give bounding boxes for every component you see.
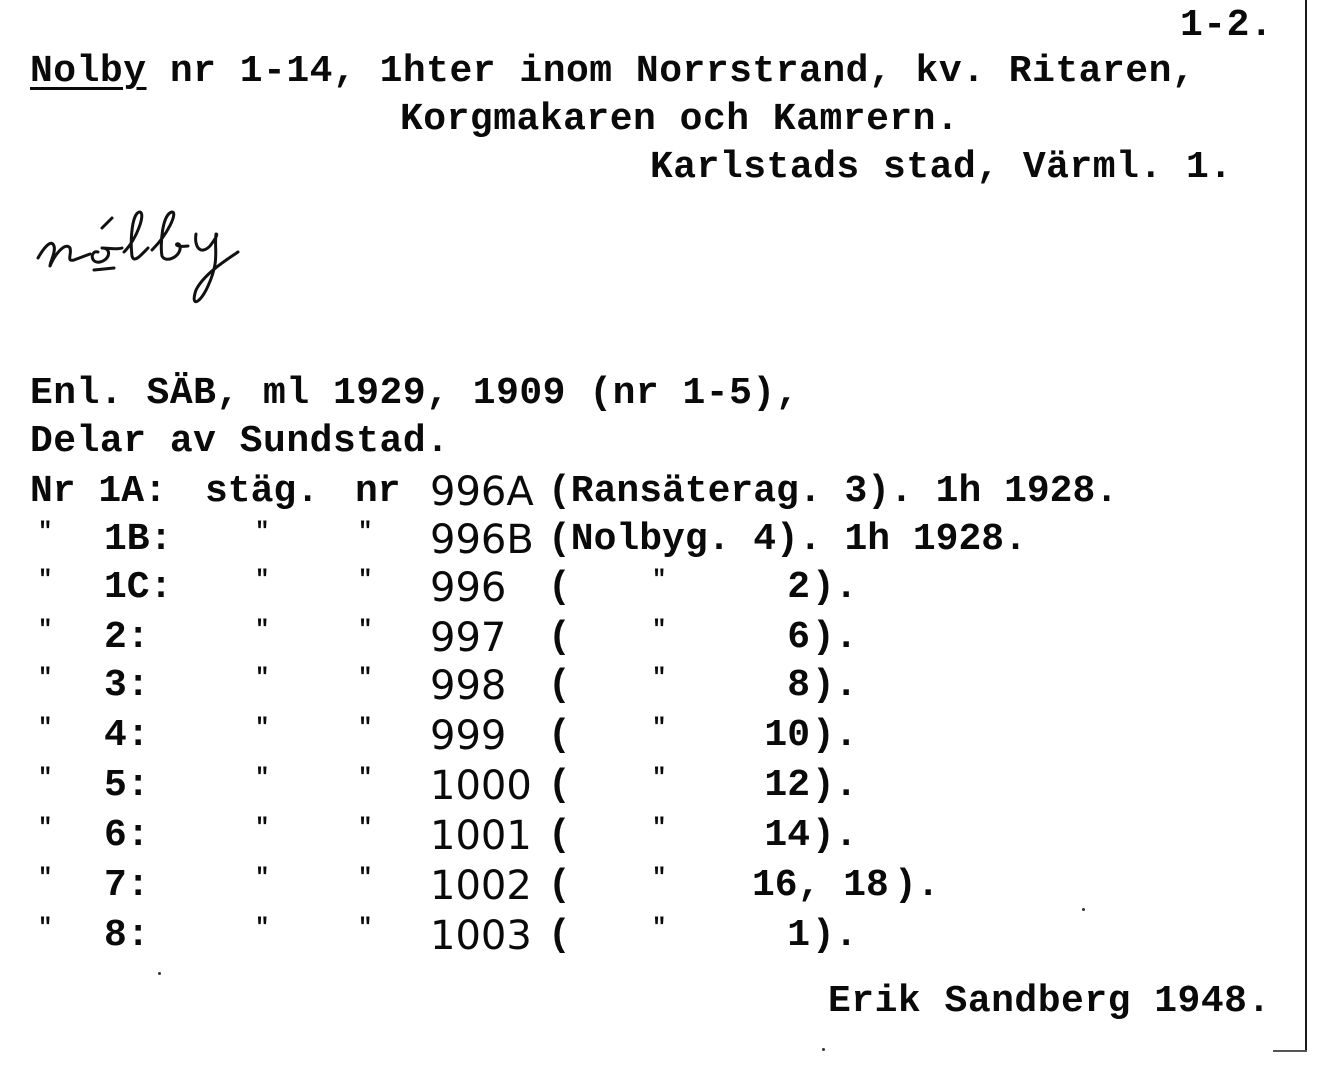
ditto-mark: " [358,865,373,892]
street-number: 12 [764,764,810,807]
street-number: 16, 18 [752,864,889,907]
table-row [0,712,1290,760]
row-nr: 8: [104,914,150,957]
lot-number: 997 [430,615,507,661]
ditto-mark: " [255,765,270,792]
row-nr: 5: [104,764,150,807]
row-nr: 1B: [104,518,173,561]
ditto-mark: " [358,567,373,594]
ditto-mark: " [255,567,270,594]
scan-speck [158,972,161,975]
table-row [0,516,1290,564]
scan-speck [822,1048,825,1051]
ditto-mark: " [652,665,667,692]
ditto-mark: " [38,715,53,742]
column-nr: nr [355,470,401,513]
open-paren: ( [548,566,571,609]
table-row [0,912,1290,960]
table-row [0,614,1290,662]
handwritten-pronunciation [28,190,358,320]
ditto-mark: " [652,865,667,892]
row-label: Nr 1A: [30,470,167,513]
table-row [0,762,1290,810]
page-number: 1-2. [1180,4,1274,47]
street-number: 8 [787,664,810,707]
ditto-mark: " [38,617,53,644]
ditto-mark: " [255,519,270,546]
close-paren: ). [812,814,858,857]
open-paren: ( [548,814,571,857]
address: (Ransäterag. 3). 1h 1928. [548,470,1119,513]
close-paren: ). [812,664,858,707]
address: (Nolbyg. 4). 1h 1928. [548,518,1027,561]
lot-number: 996B [430,517,534,563]
ditto-mark: " [255,915,270,942]
row-nr: 6: [104,814,150,857]
close-paren: ). [812,616,858,659]
lot-number: 1001 [430,813,532,859]
ditto-mark: " [652,765,667,792]
open-paren: ( [548,864,571,907]
ditto-mark: " [38,865,53,892]
open-paren: ( [548,664,571,707]
title-line-1 [30,50,1195,94]
source-line-1: Enl. SÄB, ml 1929, 1909 (nr 1-5), [30,372,800,415]
close-paren: ). [812,566,858,609]
open-paren: ( [548,616,571,659]
ditto-mark: " [652,567,667,594]
lot-number: 996A [430,469,534,515]
ditto-mark: " [652,915,667,942]
title-rest: nr 1-14, 1hter inom Norrstrand, kv. Ritaren, [146,50,1196,93]
title-line-2: Korgmakaren och Kamrern. [400,98,960,141]
lot-number: 996 [430,565,507,611]
ditto-mark: " [358,519,373,546]
source-line-2: Delar av Sundstad. [30,420,450,463]
ditto-mark: " [255,617,270,644]
scan-speck [1082,908,1085,911]
column-stag: stäg. [205,470,320,513]
ditto-mark: " [38,815,53,842]
card-bottom-edge [1273,1050,1307,1052]
row-nr: 4: [104,714,150,757]
ditto-mark: " [38,915,53,942]
ditto-mark: " [358,715,373,742]
street-number: 1 [787,914,810,957]
close-paren: ). [894,864,940,907]
street-number: 6 [787,616,810,659]
close-paren: ). [812,714,858,757]
ditto-mark: " [255,865,270,892]
close-paren: ). [812,914,858,957]
lot-number: 999 [430,713,507,759]
table-row [0,564,1290,612]
open-paren: ( [548,914,571,957]
lot-number: 998 [430,663,507,709]
table-row [0,468,1290,516]
ditto-mark: " [255,665,270,692]
ditto-mark: " [358,915,373,942]
table-row [0,662,1290,710]
ditto-mark: " [358,665,373,692]
ditto-mark: " [652,715,667,742]
ditto-mark: " [38,765,53,792]
ditto-mark: " [652,815,667,842]
row-nr: 1C: [104,566,173,609]
street-number: 14 [764,814,810,857]
ditto-mark: " [255,815,270,842]
row-nr: 2: [104,616,150,659]
ditto-mark: " [38,567,53,594]
ditto-mark: " [255,715,270,742]
ditto-mark: " [358,765,373,792]
open-paren: ( [548,764,571,807]
lot-number: 1003 [430,913,532,959]
ditto-mark: " [358,815,373,842]
table-row [0,862,1290,910]
place-name: Nolby [30,50,147,93]
ditto-mark: " [358,617,373,644]
lot-number: 1002 [430,863,532,909]
table-row [0,812,1290,860]
author-signature: Erik Sandberg 1948. [828,980,1271,1023]
ditto-mark: " [652,617,667,644]
row-nr: 7: [104,864,150,907]
row-nr: 3: [104,664,150,707]
street-number: 2 [787,566,810,609]
title-line-3: Karlstads stad, Värml. 1. [650,146,1233,189]
card-right-edge [1305,0,1307,1050]
close-paren: ). [812,764,858,807]
ditto-mark: " [38,665,53,692]
ditto-mark: " [38,519,53,546]
open-paren: ( [548,714,571,757]
street-number: 10 [764,714,810,757]
lot-number: 1000 [430,763,532,809]
